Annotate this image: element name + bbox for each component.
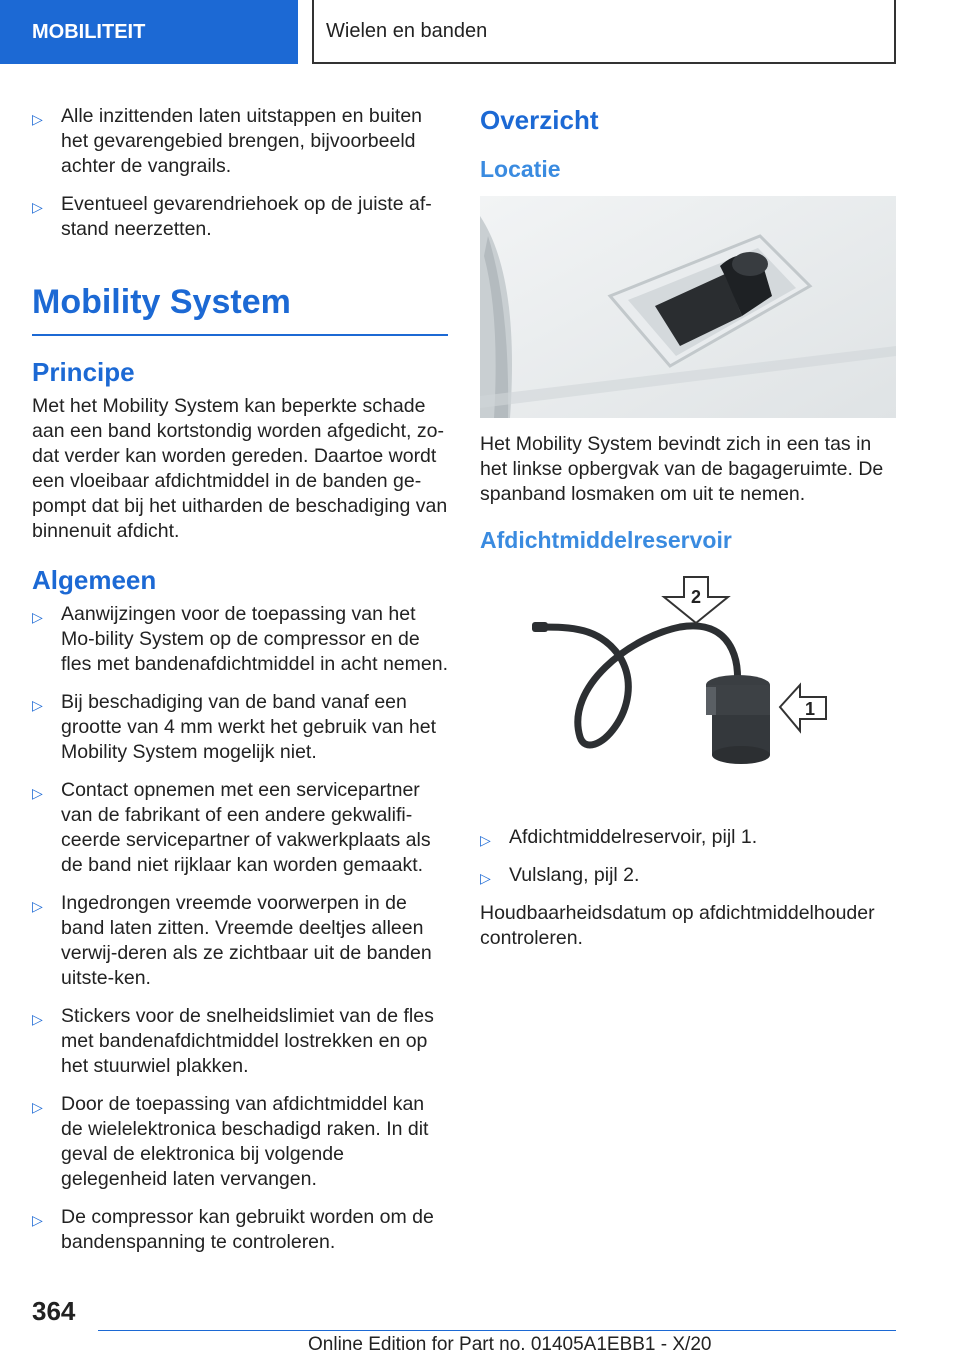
- locatie-heading: Locatie: [480, 156, 561, 182]
- triangle-bullet-icon: ▷: [32, 111, 43, 127]
- title-divider: [32, 334, 448, 336]
- algemeen-list: [32, 602, 448, 1255]
- reservoir-bottle: [706, 675, 770, 764]
- list-item: ▷ Afdichtmiddelreservoir, pijl 1.: [480, 825, 896, 850]
- right-column: [480, 104, 896, 965]
- triangle-bullet-icon: ▷: [32, 898, 43, 914]
- storage-compartment-photo: [480, 196, 896, 418]
- list-item: ▷ Contact opnemen met een servicepartner van de fabrikant of een andere gekwalifi-ceerde servicepartner of vakwerkplaats als de band niet rijklaar kan worden gemaakt.: [32, 779, 431, 876]
- principe-text: Met het Mobility System kan beperkte schade aan een band kortstondig worden afgedicht, zo-dat verder kan worden gereden. Daartoe wordt een vloeibaar afdichtmiddel in de banden ge-pompt dat bij het uitharden de beschadiging van binnenuit afdicht.: [32, 395, 448, 542]
- list-item: ▷ Eventueel gevarendriehoek op de juiste af-stand neerzetten.: [32, 193, 432, 240]
- triangle-bullet-icon: ▷: [480, 832, 491, 848]
- list-item: ▷ Aanwijzingen voor de toepassing van het Mo-bility System op de compressor en de fles met bandenafdichtmiddel in acht nemen.: [32, 603, 448, 675]
- page-number: 364: [32, 1296, 76, 1326]
- arrow-1-icon: [780, 685, 826, 731]
- chapter-tab: MOBILITEIT: [0, 0, 298, 64]
- intro-list: [32, 104, 448, 242]
- principe-heading: Principe: [32, 357, 135, 387]
- sealant-reservoir-diagram: [480, 567, 896, 815]
- list-item: ▷ Vulslang, pijl 2.: [480, 863, 896, 888]
- triangle-bullet-icon: ▷: [32, 199, 43, 215]
- triangle-bullet-icon: ▷: [32, 1011, 43, 1027]
- triangle-bullet-icon: ▷: [32, 697, 43, 713]
- reservoir-text: Houdbaarheidsdatum op afdichtmiddelhouder controleren.: [480, 902, 875, 949]
- list-item: ▷ Stickers voor de snelheidslimiet van de fles met bandenafdichtmiddel lostrekken en op het stuurwiel plakken.: [32, 1005, 434, 1077]
- left-column: [32, 104, 448, 1268]
- overzicht-heading: Overzicht: [480, 105, 599, 135]
- svg-text:2: 2: [690, 587, 702, 607]
- triangle-bullet-icon: ▷: [32, 1099, 43, 1115]
- arrow-2-icon: [664, 577, 728, 623]
- triangle-bullet-icon: ▷: [32, 1212, 43, 1228]
- footer-divider: [98, 1330, 896, 1331]
- svg-text:1: 1: [804, 699, 816, 719]
- page-title: Mobility System: [32, 283, 291, 321]
- triangle-bullet-icon: ▷: [480, 870, 491, 886]
- algemeen-heading: Algemeen: [32, 565, 157, 595]
- triangle-bullet-icon: ▷: [32, 609, 43, 625]
- list-item: ▷ Ingedrongen vreemde voorwerpen in de band laten zitten. Vreemde deeltjes alleen verwij-deren als ze zichtbaar uit de banden uitste-ken.: [32, 892, 432, 989]
- list-item: ▷ Door de toepassing van afdichtmiddel kan de wielelektronica beschadigd raken. In dit geval de elektronica bij volgende gelegenheid laten vervangen.: [32, 1093, 429, 1190]
- reservoir-list: [480, 825, 896, 888]
- list-item: ▷ Alle inzittenden laten uitstappen en buiten het gevarengebied brengen, bijvoorbeeld achter de vangrails.: [32, 105, 423, 177]
- list-item: ▷ Bij beschadiging van de band vanaf een grootte van 4 mm werkt het gebruik van het Mobility System mogelijk niet.: [32, 691, 437, 763]
- list-item: ▷ De compressor kan gebruikt worden om de bandenspanning te controleren.: [32, 1206, 434, 1253]
- triangle-bullet-icon: ▷: [32, 785, 43, 801]
- locatie-text: Het Mobility System bevindt zich in een tas in het linkse opbergvak van de bagageruimte. De spanband losmaken om uit te nemen.: [480, 433, 884, 505]
- reservoir-heading: Afdichtmiddelreservoir: [480, 527, 732, 553]
- edition-note: Online Edition for Part no. 01405A1EBB1 - X/20: [308, 1334, 712, 1355]
- section-title: Wielen en banden: [312, 0, 896, 64]
